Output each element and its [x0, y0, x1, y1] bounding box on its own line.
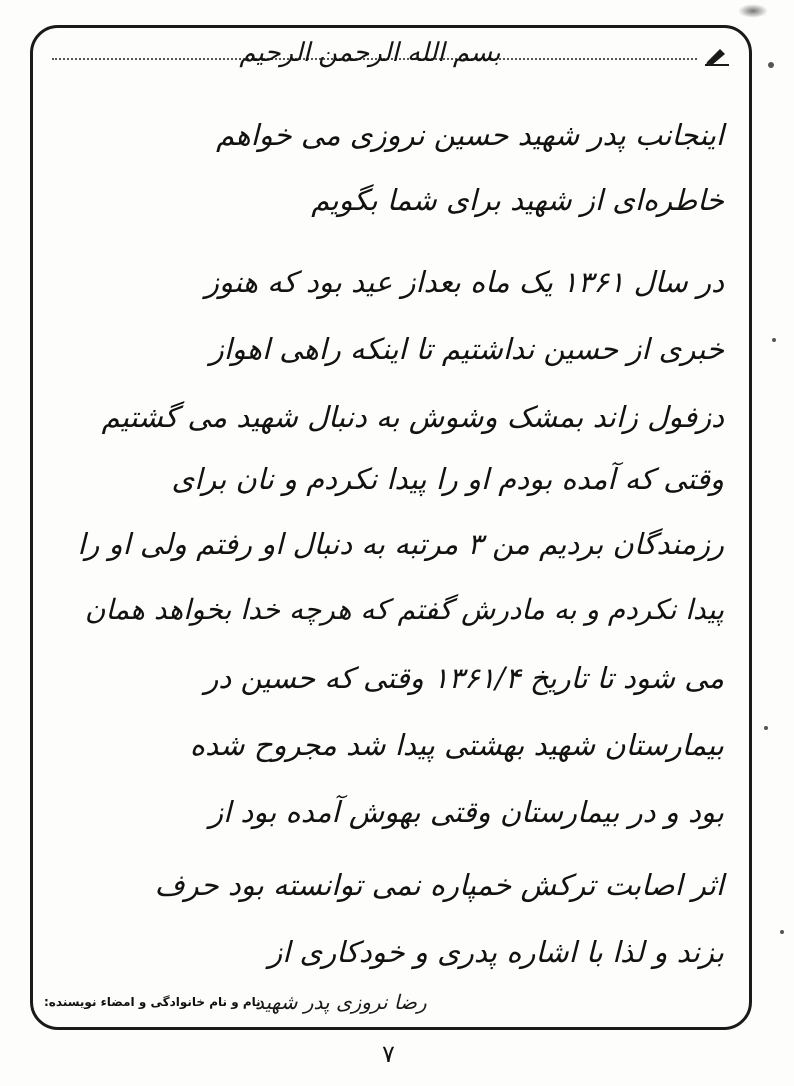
handwritten-line-1: اینجانب پدر شهید حسین نروزی می خواهم — [216, 118, 724, 152]
handwritten-line-9: می شود تا تاریخ ۱۳۶۱/۴ وقتی که حسین در — [204, 661, 724, 695]
handwritten-line-2: خاطره‌ای از شهید برای شما بگویم — [311, 183, 724, 217]
pen-icon — [704, 44, 730, 66]
scan-speck — [768, 62, 774, 68]
handwritten-line-4: خبری از حسین نداشتیم تا اینکه راهی اهواز — [209, 332, 724, 366]
handwritten-line-3: در سال ۱۳۶۱ یک ماه بعداز عید بود که هنوز — [205, 265, 724, 299]
scan-speck — [764, 726, 768, 730]
handwritten-line-7: رزمندگان بردیم من ۳ مرتبه به دنبال او رفتم ولی او را — [77, 527, 724, 561]
handwritten-line-12: اثر اصابت ترکش خمپاره نمی توانسته بود حرف — [154, 868, 724, 902]
scan-speck — [780, 930, 784, 934]
page-number: ۷ — [382, 1040, 395, 1068]
handwritten-line-10: بیمارستان شهید بهشتی پیدا شد مجروح شده — [189, 728, 724, 762]
scan-speck — [772, 338, 776, 342]
handwritten-line-5: دزفول زاند بمشک وشوش به دنبال شهید می گشتیم — [101, 400, 724, 434]
handwritten-line-8: پیدا نکردم و به مادرش گفتم که هرچه خدا بخواهد همان — [84, 593, 724, 626]
author-name-label: نام و نام خانوادگی و امضاء نویسنده: — [44, 995, 261, 1009]
handwritten-line-13: بزند و لذا با اشاره پدری و خودکاری از — [268, 935, 724, 969]
scan-smudge — [738, 4, 768, 18]
basmala-heading: بسم الله الرحمن الرحیم — [239, 38, 501, 68]
handwritten-line-6: وقتی که آمده بودم او را پیدا نکردم و نان برای — [171, 462, 724, 496]
handwritten-line-11: بود و در بیمارستان وقتی بهوش آمده بود از — [209, 795, 724, 829]
author-signature: رضا نروزی پدر شهید — [255, 990, 427, 1014]
